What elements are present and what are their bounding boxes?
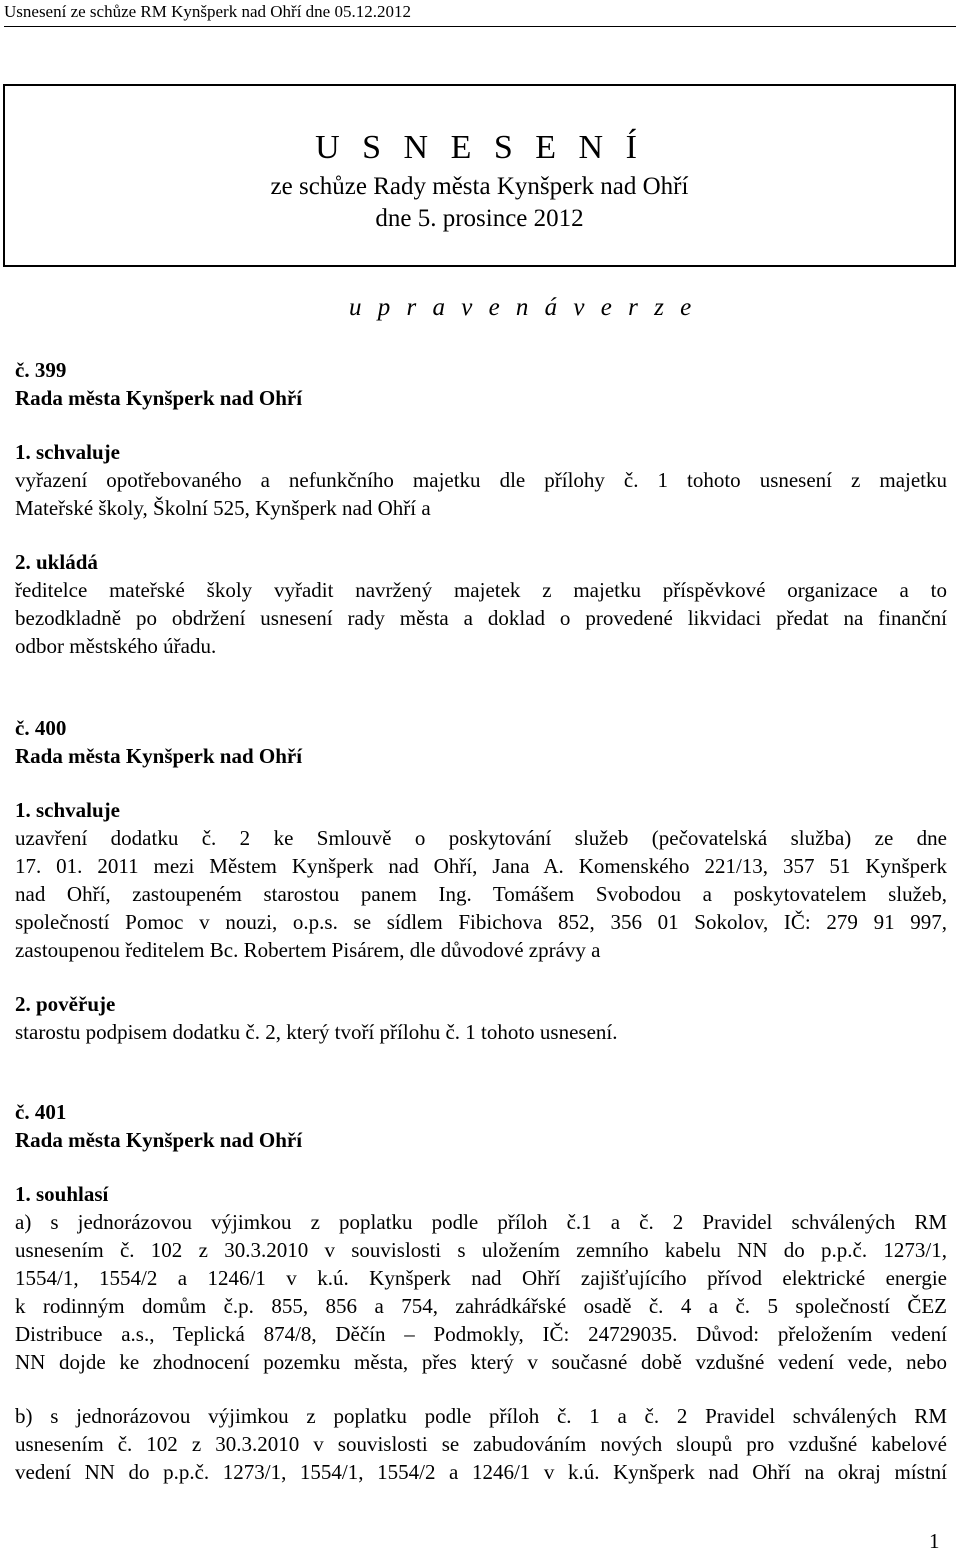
- text-line: usnesením č. 102 z 30.3.2010 v souvislosti s uložením zemního kabelu NN do p.p.č. 1273/1,: [15, 1238, 947, 1262]
- text-line: uzavření dodatku č. 2 ke Smlouvě o poskytování služeb (pečovatelská služba) ze dne: [15, 826, 947, 850]
- text-line: vedení NN do p.p.č. 1273/1, 1554/1, 1554/2 a 1246/1 v k.ú. Kynšperk nad Ohří na okraj místní: [15, 1460, 947, 1484]
- text-line: usnesením č. 102 z 30.3.2010 v souvislosti se zabudováním nových sloupů pro vzdušné kabelové: [15, 1432, 947, 1456]
- text-line: starostu podpisem dodatku č. 2, který tvoří přílohu č. 1 tohoto usnesení.: [15, 1020, 618, 1044]
- council-name: Rada města Kynšperk nad Ohří: [15, 744, 303, 768]
- council-name: Rada města Kynšperk nad Ohří: [15, 1128, 303, 1152]
- title-subtitle-2: dne 5. prosince 2012: [375, 205, 584, 232]
- action-heading: 1. schvaluje: [15, 440, 120, 464]
- resolution-number: č. 401: [15, 1100, 67, 1124]
- version-label: u p r a v e n á v e r z e: [349, 294, 697, 321]
- action-heading: 1. souhlasí: [15, 1182, 109, 1206]
- text-line: společností Pomoc v nouzi, o.p.s. se sídlem Fibichova 852, 356 01 Sokolov, IČ: 279 91 997,: [15, 910, 947, 934]
- title-subtitle-1: ze schůze Rady města Kynšperk nad Ohří: [270, 173, 689, 200]
- text-line: nad Ohří, zastoupeném starostou panem Ing. Tomášem Svobodou a poskytovatelem služeb,: [15, 882, 947, 906]
- text-line: 17. 01. 2011 mezi Městem Kynšperk nad Ohří, Jana A. Komenského 221/13, 357 51 Kynšperk: [15, 854, 947, 878]
- resolution-number: č. 400: [15, 716, 67, 740]
- text-line: Mateřské školy, Školní 525, Kynšperk nad Ohří a: [15, 496, 431, 520]
- text-line: 1554/1, 1554/2 a 1246/1 v k.ú. Kynšperk nad Ohří zajišťujícího přívod elektrické energie: [15, 1266, 947, 1290]
- action-heading: 2. ukládá: [15, 550, 98, 574]
- text-line: NN dojde ke zhodnocení pozemku města, přes který v současné době vzdušné vedení vede, nebo: [15, 1350, 947, 1374]
- resolution-401: [15, 1098, 947, 1486]
- text-line: odbor městského úřadu.: [15, 634, 217, 658]
- council-name: Rada města Kynšperk nad Ohří: [15, 386, 303, 410]
- action-heading: 2. pověřuje: [15, 992, 116, 1016]
- page-number: 1: [929, 1529, 940, 1553]
- page-header: Usnesení ze schůze RM Kynšperk nad Ohří dne 05.12.2012: [4, 2, 956, 27]
- text-line: zastoupenou ředitelem Bc. Robertem Pisárem, dle důvodové zprávy a: [15, 938, 601, 962]
- resolution-number: č. 399: [15, 358, 67, 382]
- resolution-400: [15, 714, 947, 1046]
- text-line: vyřazení opotřebovaného a nefunkčního majetku dle přílohy č. 1 tohoto usnesení z majetku: [15, 468, 947, 492]
- action-heading: 1. schvaluje: [15, 798, 120, 822]
- resolution-399: [15, 356, 947, 660]
- text-line: b) s jednorázovou výjimkou z poplatku podle příloh č. 1 a č. 2 Pravidel schválených RM: [15, 1404, 947, 1428]
- text-line: k rodinným domům č.p. 855, 856 a 754, zahrádkářské osadě č. 4 a č. 5 společností ČEZ: [15, 1294, 947, 1318]
- text-line: Distribuce a.s., Teplická 874/8, Děčín – Podmokly, IČ: 24729035. Důvod: přeložením vedení: [15, 1322, 947, 1346]
- title-box: [3, 84, 956, 267]
- document-title: U S N E S E N Í: [315, 129, 644, 166]
- text-line: ředitelce mateřské školy vyřadit navržený majetek z majetku příspěvkové organizace a to: [15, 578, 947, 602]
- text-line: bezodkladně po obdržení usnesení rady města a doklad o provedené likvidaci předat na finanční: [15, 606, 947, 630]
- text-line: a) s jednorázovou výjimkou z poplatku podle příloh č.1 a č. 2 Pravidel schválených RM: [15, 1210, 947, 1234]
